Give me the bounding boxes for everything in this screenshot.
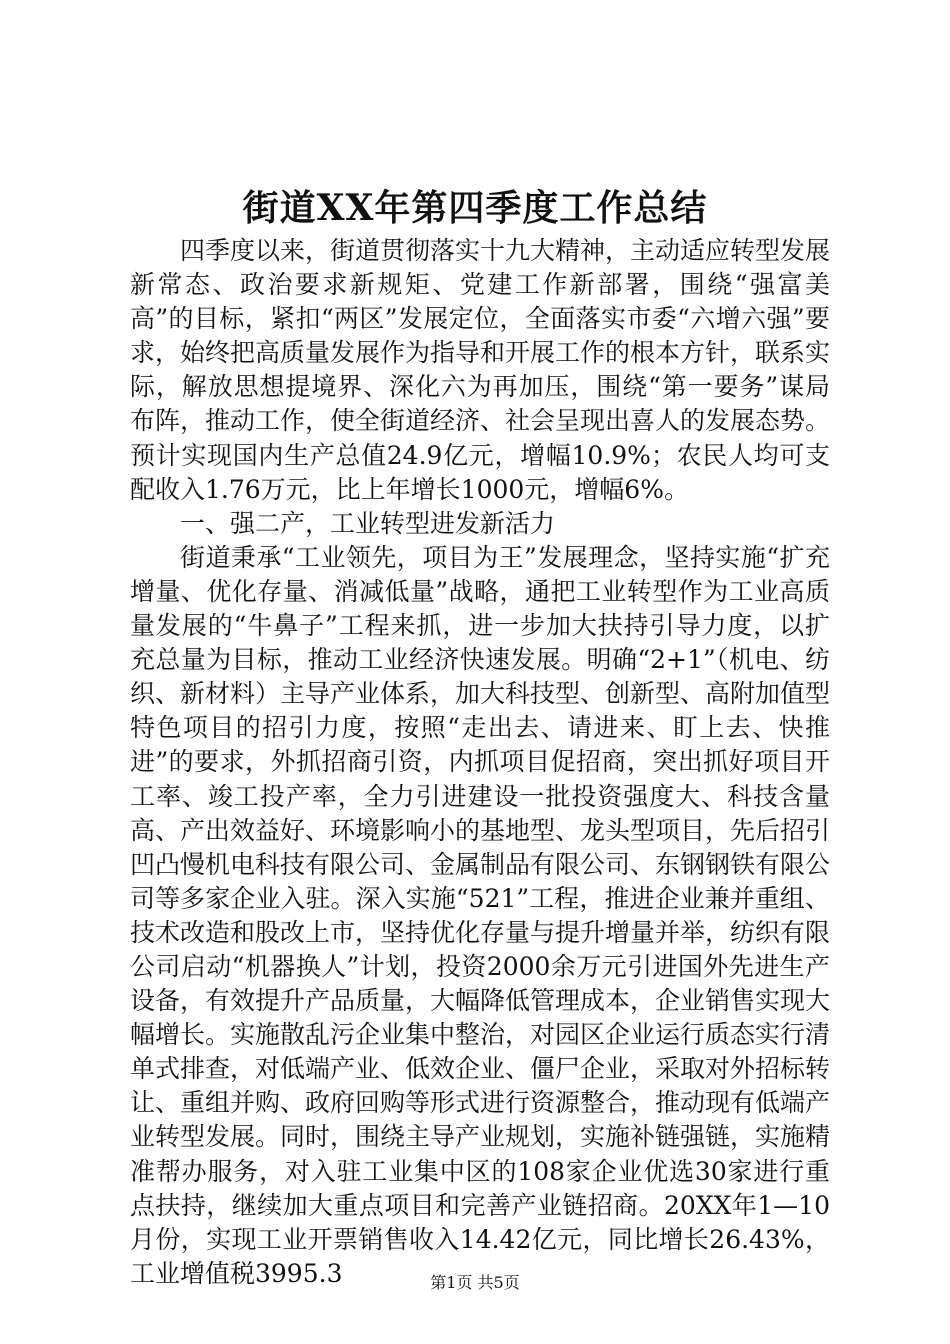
section-heading-1: 一、强二产，工业转型进发新活力 — [180, 508, 556, 538]
intro-paragraph: 四季度以来，街道贯彻落实十九大精神，主动适应转型发展新常态、政治要求新规矩、党建工作新部署，围绕“强富美高”的目标，紧扣“两区”发展定位，全面落实市委“六增六强”要求，始终把高质量发展作为指导和开展工作的根本方针，联系实际，解放思想提境界、深化六为再加压，围绕“第一要务”谋局布阵，推动工作，使全街道经济、社会呈现出喜人的发展态势。预计实现国内生产总值24.9亿元，增幅10.9%；农民人均可支配收入1.76万元，比上年增长1000元，增幅6%。 — [130, 236, 831, 504]
document-title: 街道XX年第四季度工作总结 — [242, 187, 708, 229]
document-body — [130, 234, 830, 1291]
section-1-paragraph: 街道秉承“工业领先，项目为王”发展理念，坚持实施“扩充增量、优化存量、消减低量”战略，通把工业转型作为工业高质量发展的“牛鼻子”工程来抓，进一步加大扶持引导力度，以扩充总量为目标，推动工业经济快速发展。明确“2+1”（机电、纺织、新材料）主导产业体系，加大科技型、创新型、高附加值型特色项目的招引力度，按照“走出去、请进来、盯上去、快推进”的要求，外抓招商引资，内抓项目促招商，突出抓好项目开工率、竣工投产率，全力引进建设一批投资强度大、科技含量高、产出效益好、环境影响小的基地型、龙头型项目，先后招引凹凸慢机电科技有限公司、金属制品有限公司、东钢钢铁有限公司等多家企业入驻。深入实施“521”工程，推进企业兼并重组、技术改造和股改上市，坚持优化存量与提升增量并举，纺织有限公司启动“机器换人”计划，投资2000余万元引进国外先进生产设备，有效提升产品质量，大幅降低管理成本，企业销售实现大幅增长。实施散乱污企业集中整治，对园区企业运行质态实行清单式排查，对低端产业、低效企业、僵尸企业，采取对外招标转让、重组并购、政府回购等形式进行资源整合，推动现有低端产业转型发展。同时，围绕主导产业规划，实施补链强链，实施精准帮办服务，对入驻工业集中区的108家企业优选30家进行重点扶持，继续加大重点项目和完善产业链招商。20XX年1—10月份，实现工业开票销售收入14.42亿元，同比增长26.43%，工业增值税3995.3 — [130, 542, 831, 1288]
page-footer: 第1页 共5页 — [430, 1273, 520, 1292]
